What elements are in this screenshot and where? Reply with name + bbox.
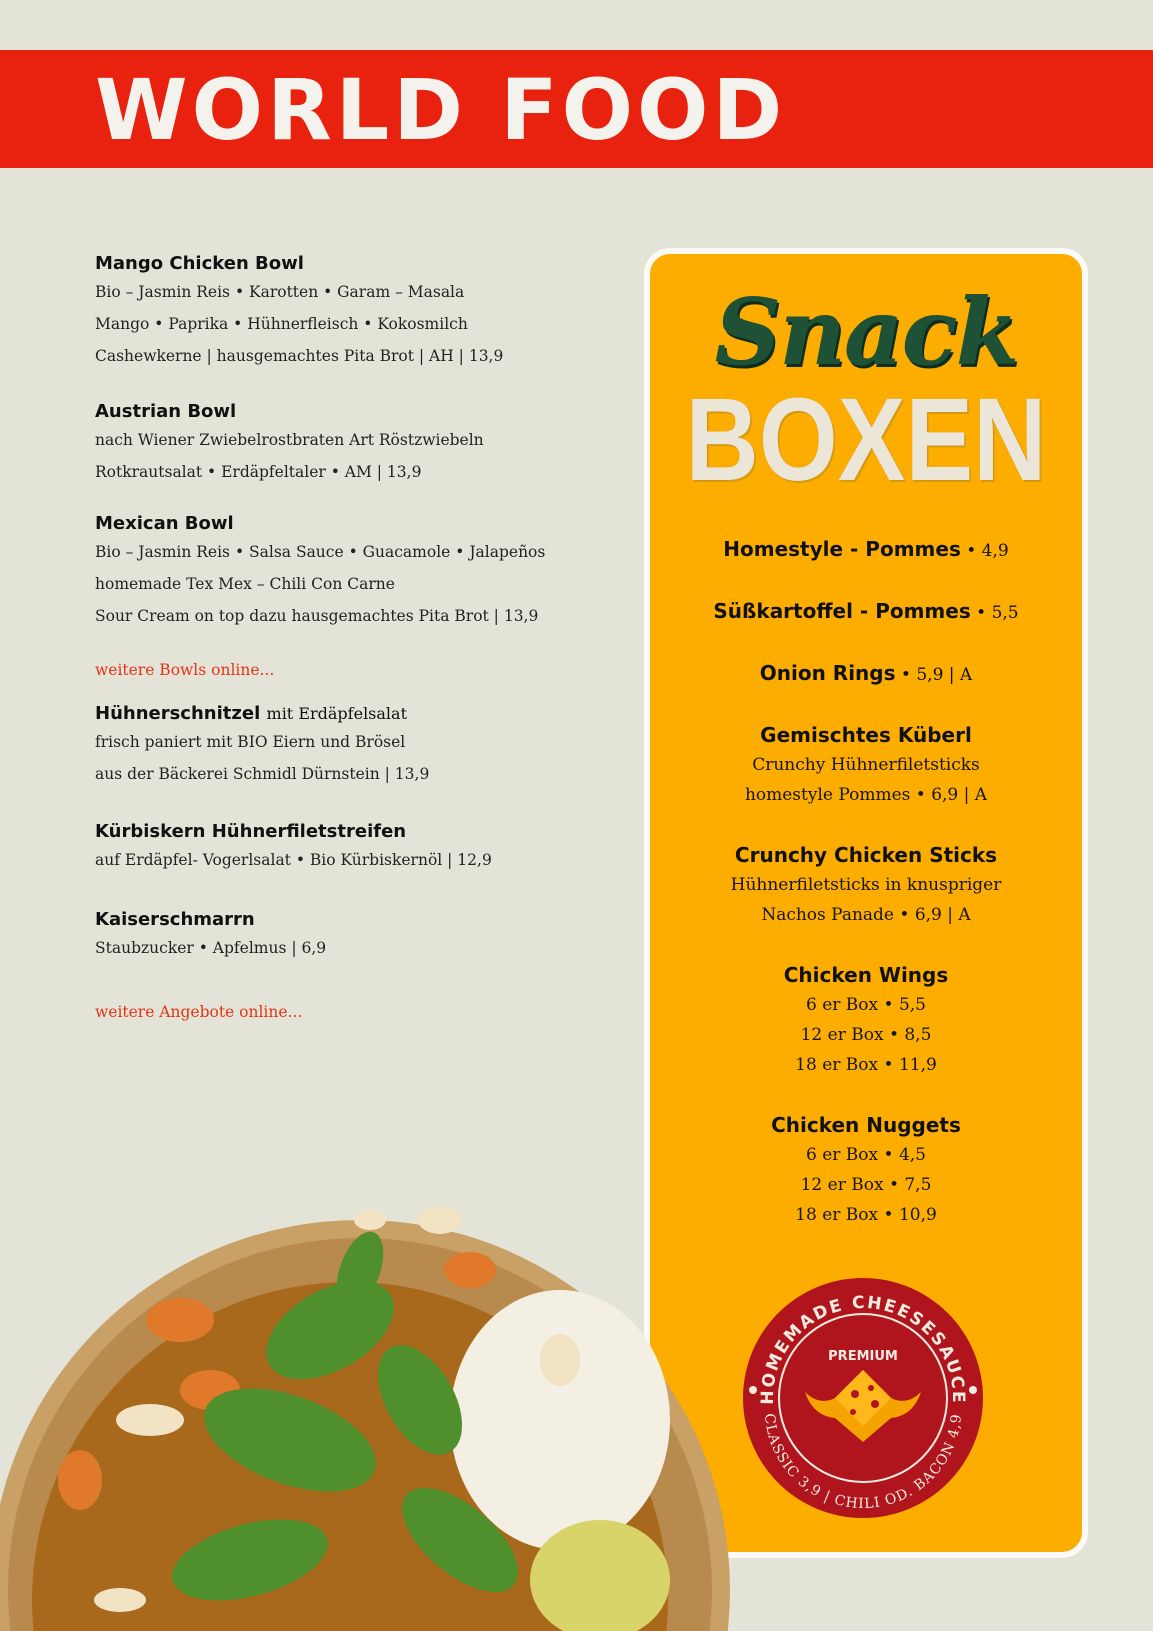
badge-dot-left: [749, 1386, 757, 1394]
snack-line: 12 er Box • 8,5: [800, 1025, 932, 1045]
snack-price: • 5,9 | A: [895, 665, 973, 685]
snack-title: [650, 534, 1082, 566]
snack-chicken-sticks: [650, 840, 1082, 930]
boxen-title: BOXEN: [685, 374, 1047, 506]
snack-price: • 4,9: [960, 541, 1009, 561]
item-line: nach Wiener Zwiebelrostbraten Art Röstzwiebeln: [95, 431, 484, 449]
snack-line: 18 er Box • 11,9: [795, 1055, 937, 1075]
curry-bowl-photo: [0, 1160, 740, 1631]
menu-item-mango: [95, 252, 635, 372]
item-line: Staubzucker • Apfelmus | 6,9: [95, 939, 327, 957]
item-line: Rotkrautsalat • Erdäpfeltaler • AM | 13,9: [95, 463, 422, 481]
menu-item-kaiser: [95, 908, 635, 964]
page-title: WORLD FOOD: [95, 61, 787, 159]
badge-top-text: HOMEMADE CHEESESAUCE: [757, 1292, 969, 1405]
snack-line: 6 er Box • 5,5: [806, 995, 926, 1015]
offers-online-link[interactable]: weitere Angebote online...: [95, 1003, 303, 1021]
item-line: aus der Bäckerei Schmidl Dürnstein | 13,9: [95, 765, 430, 783]
snack-line: 6 er Box • 4,5: [806, 1145, 926, 1165]
item-title: Mango Chicken Bowl: [95, 253, 304, 274]
item-title: Kaiserschmarrn: [95, 909, 255, 930]
snack-script-title: Snack: [714, 278, 1018, 386]
item-title: Mexican Bowl: [95, 513, 234, 534]
item-title: [95, 702, 635, 726]
snack-line: 18 er Box • 10,9: [795, 1205, 937, 1225]
bowls-online-link[interactable]: weitere Bowls online...: [95, 661, 275, 679]
badge-dot-right: [969, 1386, 977, 1394]
menu-item-schnitzel: [95, 702, 635, 790]
item-line: homemade Tex Mex – Chili Con Carne: [95, 575, 395, 593]
item-line: Bio – Jasmin Reis • Salsa Sauce • Guacamole • Jalapeños: [95, 543, 546, 561]
snack-chicken-wings: [650, 960, 1082, 1080]
snack-line: Crunchy Hühnerfiletsticks: [752, 755, 980, 775]
item-line: Sour Cream on top dazu hausgemachtes Pita Brot | 13,9: [95, 607, 539, 625]
item-line: Cashewkerne | hausgemachtes Pita Brot | AH | 13,9: [95, 347, 504, 365]
snack-title: Gemischtes Küberl: [760, 723, 972, 747]
snack-line: Hühnerfiletsticks in knuspriger: [730, 875, 1002, 895]
rice: [450, 1290, 670, 1550]
snack-line: Nachos Panade • 6,9 | A: [761, 905, 971, 925]
snack-name: Süßkartoffel - Pommes: [713, 599, 971, 623]
item-title: Kürbiskern Hühnerfiletstreifen: [95, 821, 407, 842]
snack-onion-rings: [650, 658, 1082, 690]
snack-title: Chicken Wings: [783, 963, 949, 987]
snack-line: homestyle Pommes • 6,9 | A: [744, 785, 988, 805]
item-title-main: Hühnerschnitzel: [95, 703, 261, 724]
snack-title: [650, 658, 1082, 690]
snack-suesskartoffel: [650, 596, 1082, 628]
snack-line: 12 er Box • 7,5: [800, 1175, 932, 1195]
main-menu: [95, 252, 635, 1024]
cheesesauce-badge: [735, 1270, 991, 1526]
snack-price: • 5,5: [970, 603, 1019, 623]
snack-title: Chicken Nuggets: [771, 1113, 961, 1137]
menu-item-austrian: [95, 400, 635, 488]
snack-homestyle: [650, 534, 1082, 566]
snack-list: [650, 534, 1082, 1260]
item-line: auf Erdäpfel- Vogerlsalat • Bio Kürbiskernöl | 12,9: [95, 851, 492, 869]
badge-premium: PREMIUM: [828, 1349, 898, 1364]
badge-bottom-text: CLASSIC 3,9 | CHILI OD. BACON 4,9: [760, 1412, 966, 1513]
menu-item-kuerbis: [95, 820, 635, 876]
item-line: frisch paniert mit BIO Eiern und Brösel: [95, 733, 406, 751]
item-title: Austrian Bowl: [95, 401, 237, 422]
item-title-suffix: mit Erdäpfelsalat: [266, 704, 408, 723]
item-line: Bio – Jasmin Reis • Karotten • Garam – Masala: [95, 283, 465, 301]
menu-item-mexican: [95, 512, 635, 632]
snack-name: Onion Rings: [759, 661, 896, 685]
snack-name: Homestyle - Pommes: [723, 537, 961, 561]
snack-kuebel: [650, 720, 1082, 810]
item-line: Mango • Paprika • Hühnerfleisch • Kokosmilch: [95, 315, 468, 333]
header-banner: [0, 50, 1153, 168]
snack-title: Crunchy Chicken Sticks: [734, 843, 998, 867]
snack-title: [650, 596, 1082, 628]
